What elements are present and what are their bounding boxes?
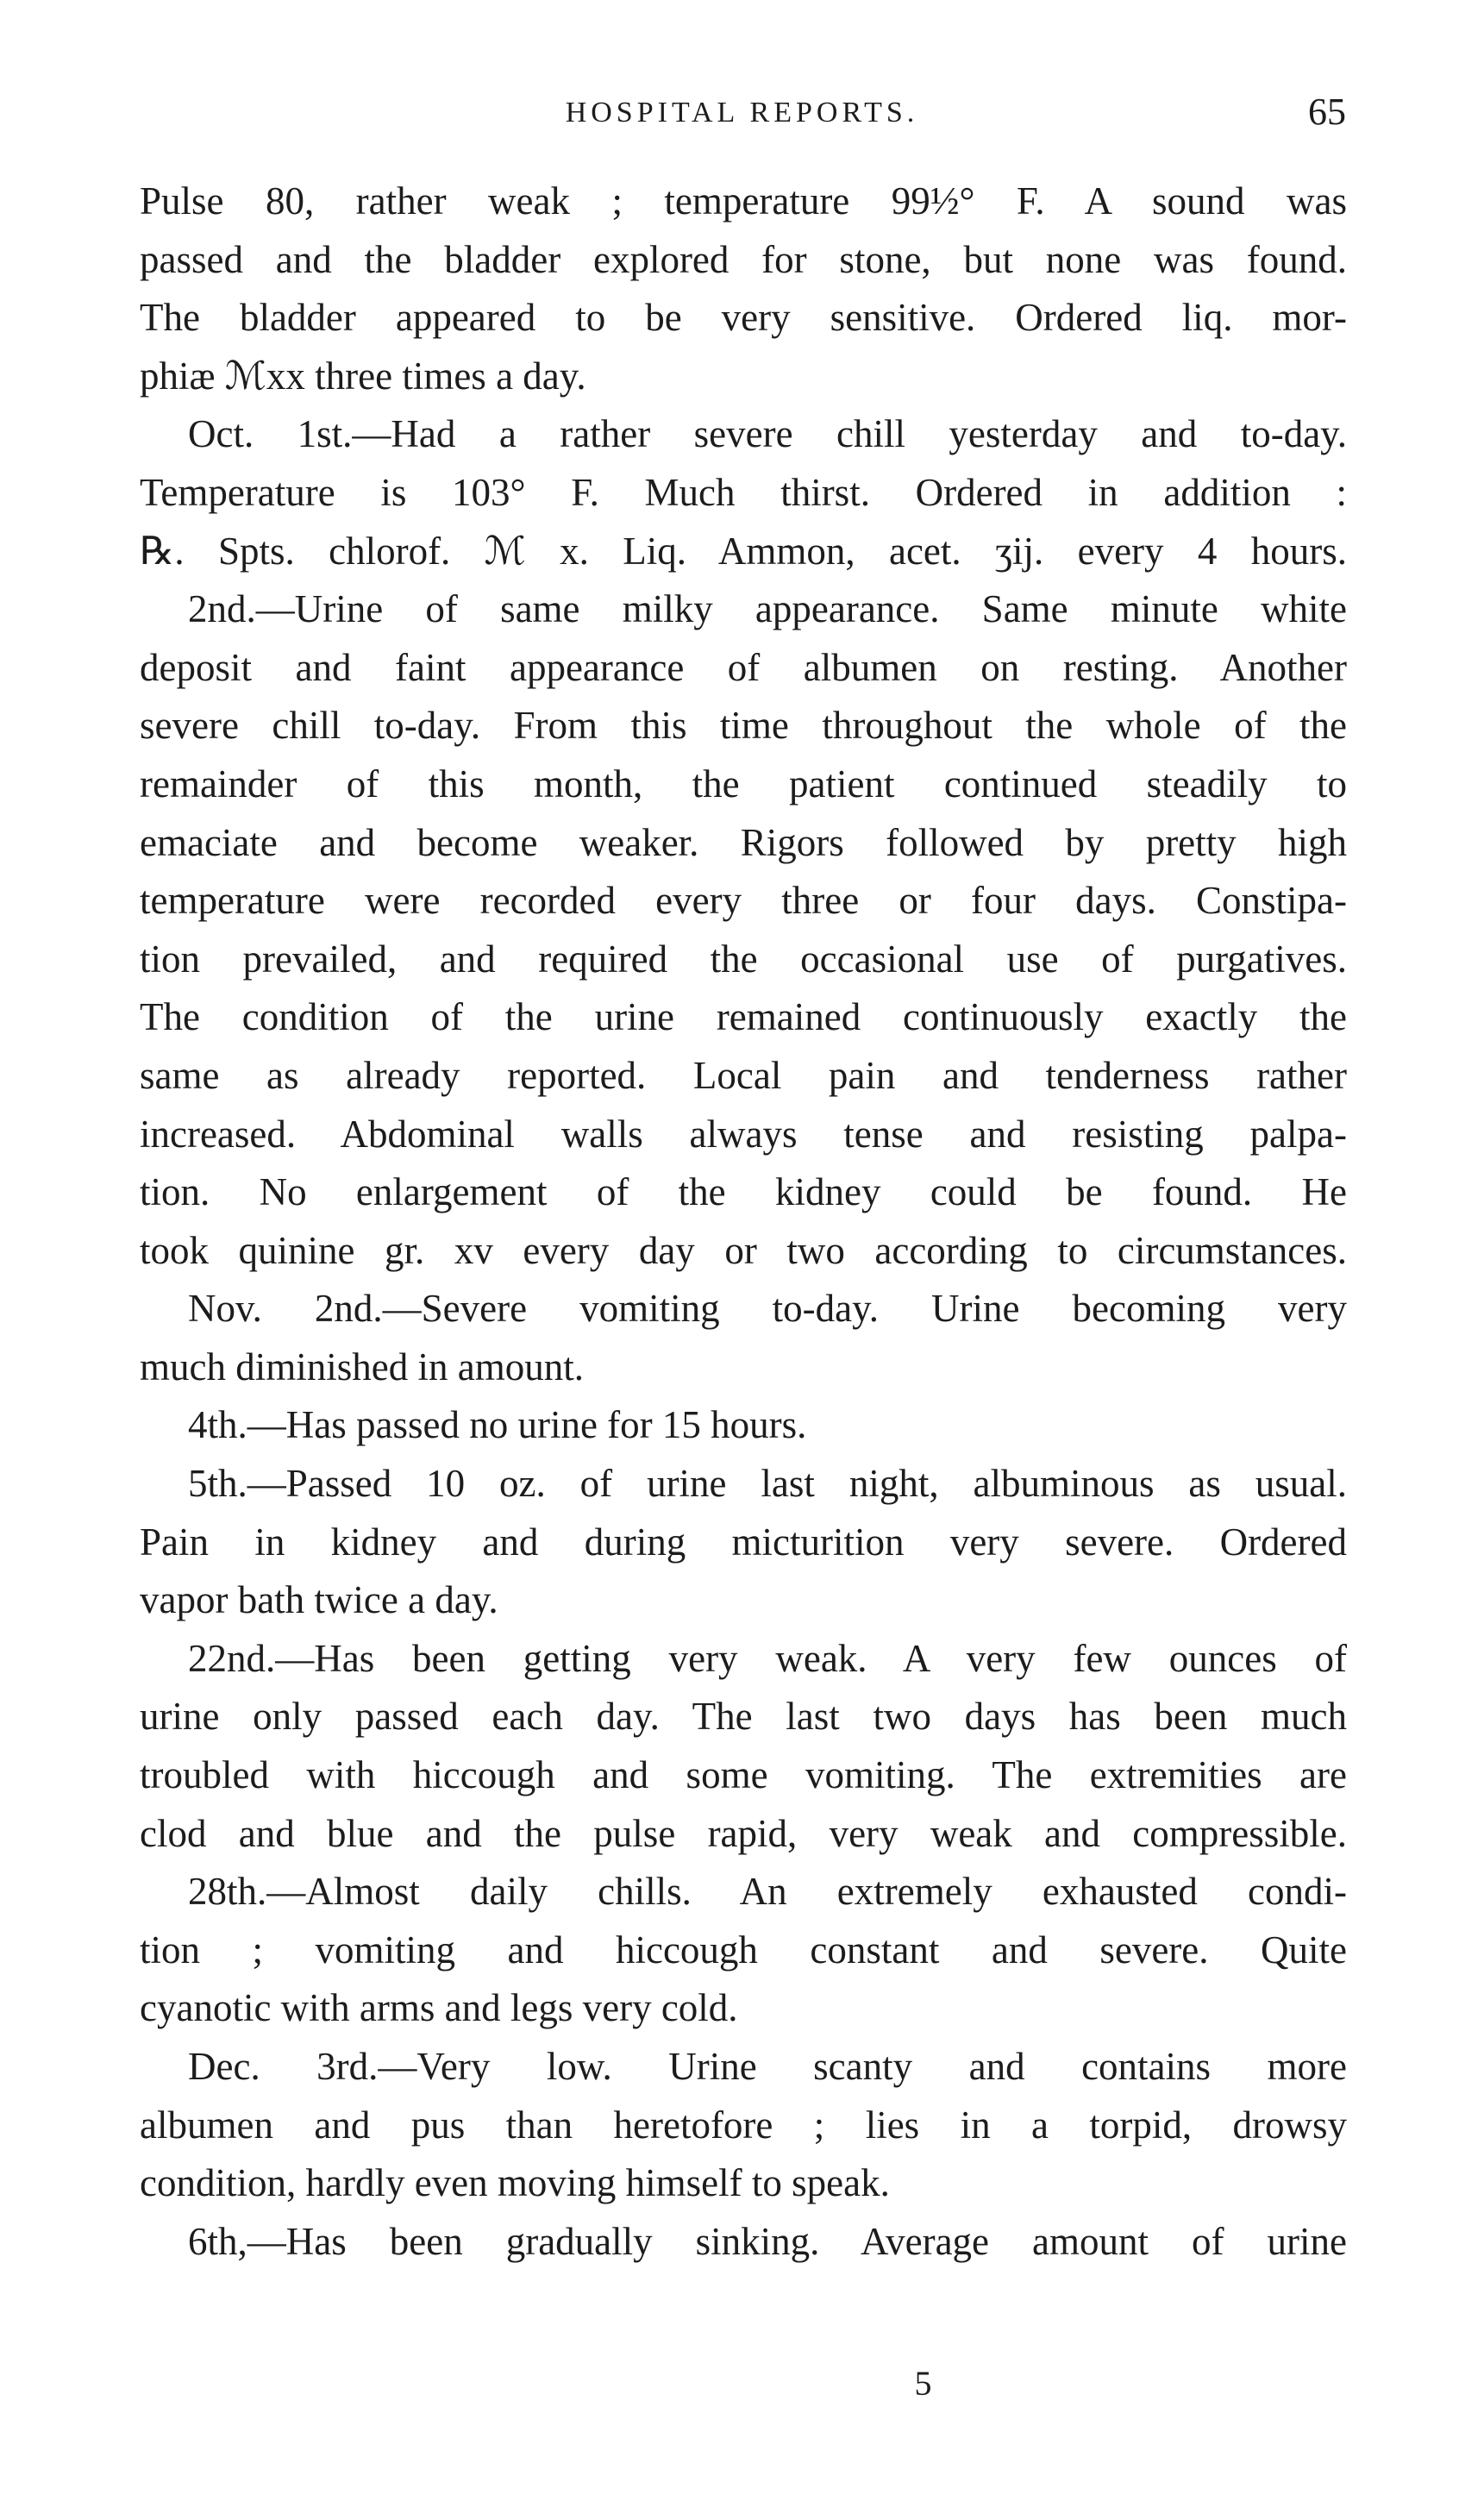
text-line: increased. Abdominal walls always tense and resisting palpa- xyxy=(140,1112,1347,1156)
text-line: remainder of this month, the patient continued steadily to xyxy=(140,762,1347,806)
text-line: 28th.—Almost daily chills. An extremely exhausted condi- xyxy=(188,1870,1347,1914)
text-line: 22nd.—Has been getting very weak. A very few ounces of xyxy=(188,1636,1347,1680)
text-line: Dec. 3rd.—Very low. Urine scanty and contains more xyxy=(188,2045,1347,2088)
text-line: 5th.—Passed 10 oz. of urine last night, albuminous as usual. xyxy=(188,1462,1347,1506)
body-text xyxy=(140,172,1347,2271)
text-line: 2nd.—Urine of same milky appearance. Same minute white xyxy=(188,587,1347,631)
text-line: took quinine gr. xv every day or two according to circumstances. xyxy=(140,1228,1347,1272)
text-line: phiæ ℳxx three times a day. xyxy=(140,354,586,398)
signature-number: 5 xyxy=(914,2364,932,2403)
text-line: urine only passed each day. The last two days has been much xyxy=(140,1695,1347,1739)
text-line: troubled with hiccough and some vomiting. The extremities are xyxy=(140,1753,1347,1797)
signature-mark xyxy=(0,2363,1484,2404)
text-line: clod and blue and the pulse rapid, very weak and compressible. xyxy=(140,1811,1347,1855)
text-line: tion prevailed, and required the occasional use of purgatives. xyxy=(140,937,1347,981)
running-title: HOSPITAL REPORTS. xyxy=(565,97,919,129)
text-line: The bladder appeared to be very sensitive. Ordered liq. mor- xyxy=(140,296,1347,340)
text-line: albumen and pus than heretofore ; lies in a torpid, drowsy xyxy=(140,2103,1347,2147)
text-line: The condition of the urine remained continuously exactly the xyxy=(140,995,1347,1039)
text-line: much diminished in amount. xyxy=(140,1345,584,1389)
text-line: tion. No enlargement of the kidney could be found. He xyxy=(140,1170,1347,1214)
text-line: deposit and faint appearance of albumen on resting. Another xyxy=(140,645,1347,689)
text-line: 6th,—Has been gradually sinking. Average amount of urine xyxy=(188,2219,1347,2263)
text-line: cyanotic with arms and legs very cold. xyxy=(140,1986,738,2030)
text-line: vapor bath twice a day. xyxy=(140,1578,498,1622)
text-line: tion ; vomiting and hiccough constant and severe. Quite xyxy=(140,1928,1347,1972)
text-line: same as already reported. Local pain and tenderness rather xyxy=(140,1053,1347,1097)
text-line: Oct. 1st.—Had a rather severe chill yesterday and to-day. xyxy=(188,412,1347,456)
text-line: Nov. 2nd.—Severe vomiting to-day. Urine becoming very xyxy=(188,1287,1347,1331)
running-head xyxy=(0,91,1484,148)
text-line: emaciate and become weaker. Rigors followed by pretty high xyxy=(140,820,1347,864)
text-line: 4th.—Has passed no urine for 15 hours. xyxy=(188,1403,807,1447)
text-line: Pain in kidney and during micturition very severe. Ordered xyxy=(140,1520,1347,1564)
text-line: condition, hardly even moving himself to speak. xyxy=(140,2161,890,2205)
text-line: ℞. Spts. chlorof. ℳ x. Liq. Ammon, acet. ʒij. every 4 hours. xyxy=(140,529,1347,573)
text-line: severe chill to-day. From this time throughout the whole of the xyxy=(140,704,1347,748)
text-line: Pulse 80, rather weak ; temperature 99½° F. A sound was xyxy=(140,179,1347,223)
page-number: 65 xyxy=(1308,91,1346,133)
text-line: temperature were recorded every three or four days. Constipa- xyxy=(140,879,1347,923)
text-line: passed and the bladder explored for stone, but none was found. xyxy=(140,237,1347,281)
text-line: Temperature is 103° F. Much thirst. Ordered in addition : xyxy=(140,470,1347,514)
